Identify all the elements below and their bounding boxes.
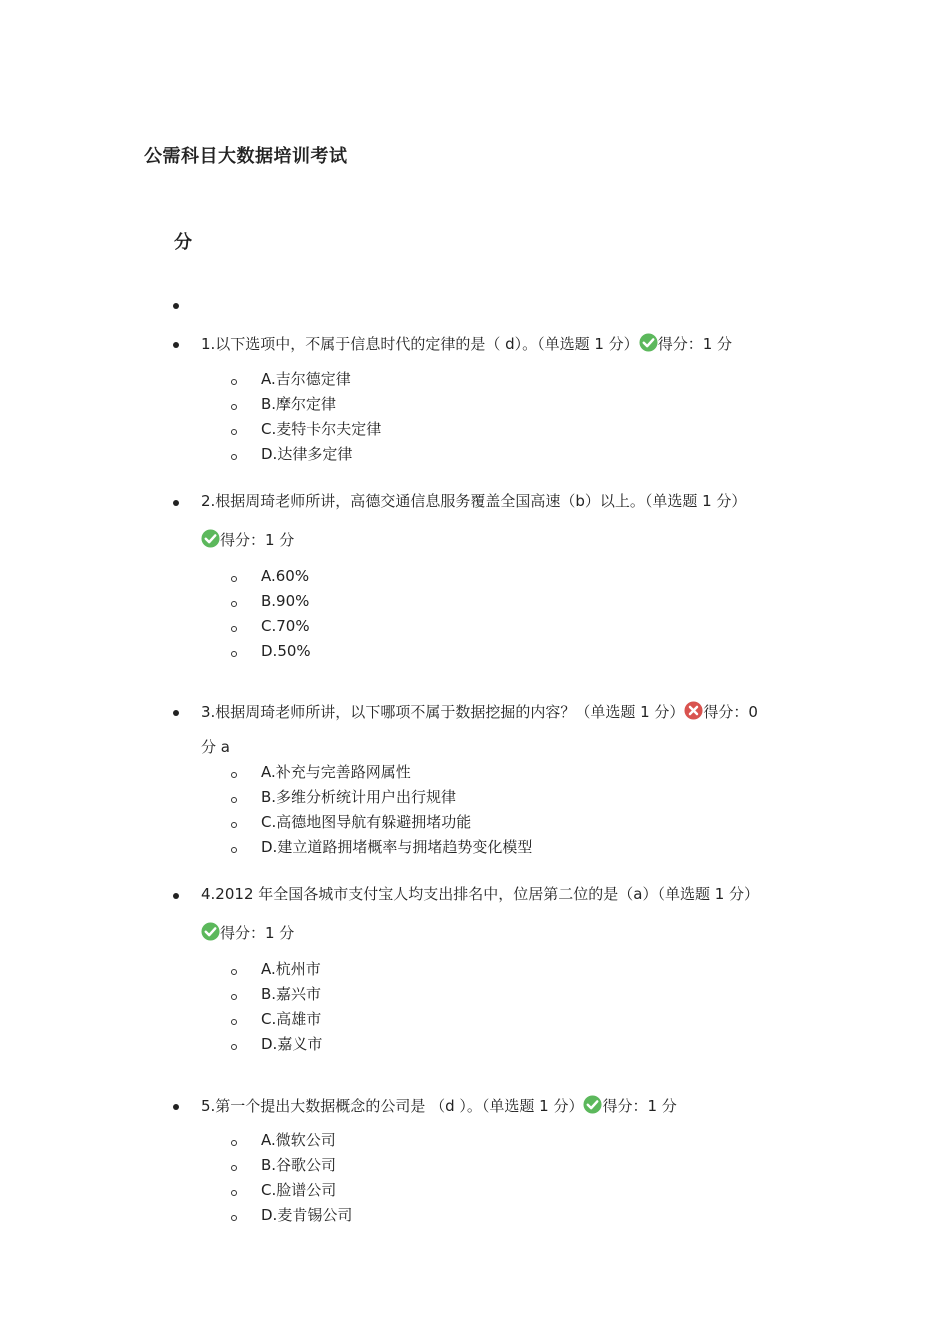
option-marker [231,404,237,410]
option-d: D.50% [261,642,311,660]
option-marker [231,1190,237,1196]
question-bullet [173,893,179,899]
option-b: B.摩尔定律 [261,395,337,413]
option-marker [231,797,237,803]
option-d: D.麦肯锡公司 [261,1206,353,1224]
score-text-continued: 分 a [201,738,230,756]
option-b: B.嘉兴市 [261,985,322,1003]
check-circle-icon [583,1095,602,1114]
score-text: 得分：0 [703,703,758,721]
option-a: A.微软公司 [261,1131,336,1149]
score-text: 得分：1 分 [220,924,295,942]
question-text: 5.第一个提出大数据概念的公司是 （d ）。（单选题 1 分） [201,1097,584,1115]
option-b: B.谷歌公司 [261,1156,337,1174]
option-marker [231,969,237,975]
option-marker [231,429,237,435]
option-marker [231,772,237,778]
score-heading: 分 [174,232,192,253]
option-marker [231,601,237,607]
option-marker [231,822,237,828]
option-a: A.补充与完善路网属性 [261,763,411,781]
option-c: C.麦特卡尔夫定律 [261,420,382,438]
question-bullet [173,1104,179,1110]
question-text: 4.2012 年全国各城市支付宝人均支出排名中，位居第二位的是（a）（单选题 1 分） [201,885,760,903]
option-a: A.吉尔德定律 [261,370,351,388]
document-title: 公需科目大数据培训考试 [144,146,348,167]
option-c: C.脸谱公司 [261,1181,337,1199]
question-bullet [173,710,179,716]
question-bullet [173,500,179,506]
question-1 [201,333,732,354]
question-3-score-line [201,737,230,757]
option-marker [231,1215,237,1221]
empty-bullet [173,303,179,309]
option-marker [231,626,237,632]
score-text: 得分：1 分 [220,531,295,549]
check-circle-icon [201,529,220,548]
option-marker [231,1044,237,1050]
option-marker [231,1140,237,1146]
option-d: D.达律多定律 [261,445,353,463]
question-bullet [173,342,179,348]
option-d: D.嘉义市 [261,1035,323,1053]
option-c: C.高雄市 [261,1010,322,1028]
question-3 [201,701,758,722]
option-marker [231,994,237,1000]
check-circle-icon [639,333,658,352]
question-text: 1.以下选项中，不属于信息时代的定律的是（ d）。（单选题 1 分） [201,335,639,353]
option-marker [231,379,237,385]
option-marker [231,1019,237,1025]
question-text: 2.根据周琦老师所讲，高德交通信息服务覆盖全国高速（b）以上。（单选题 1 分） [201,492,747,510]
question-2-score-line [201,529,294,550]
option-marker [231,454,237,460]
check-circle-icon [201,922,220,941]
option-a: A.60% [261,567,310,585]
option-marker [231,1165,237,1171]
option-marker [231,651,237,657]
score-text: 得分：1 分 [602,1097,677,1115]
question-4 [201,884,759,904]
option-a: A.杭州市 [261,960,321,978]
question-2 [201,491,746,511]
question-4-score-line [201,922,294,943]
question-5 [201,1095,677,1116]
score-text: 得分：1 分 [657,335,732,353]
option-marker [231,847,237,853]
option-c: C.高德地图导航有躲避拥堵功能 [261,813,472,831]
x-circle-icon [684,701,703,720]
question-text: 3.根据周琦老师所讲，以下哪项不属于数据挖掘的内容？（单选题 1 分） [201,703,685,721]
option-d: D.建立道路拥堵概率与拥堵趋势变化模型 [261,838,533,856]
option-c: C.70% [261,617,310,635]
option-b: B.90% [261,592,310,610]
option-b: B.多维分析统计用户出行规律 [261,788,457,806]
option-marker [231,576,237,582]
